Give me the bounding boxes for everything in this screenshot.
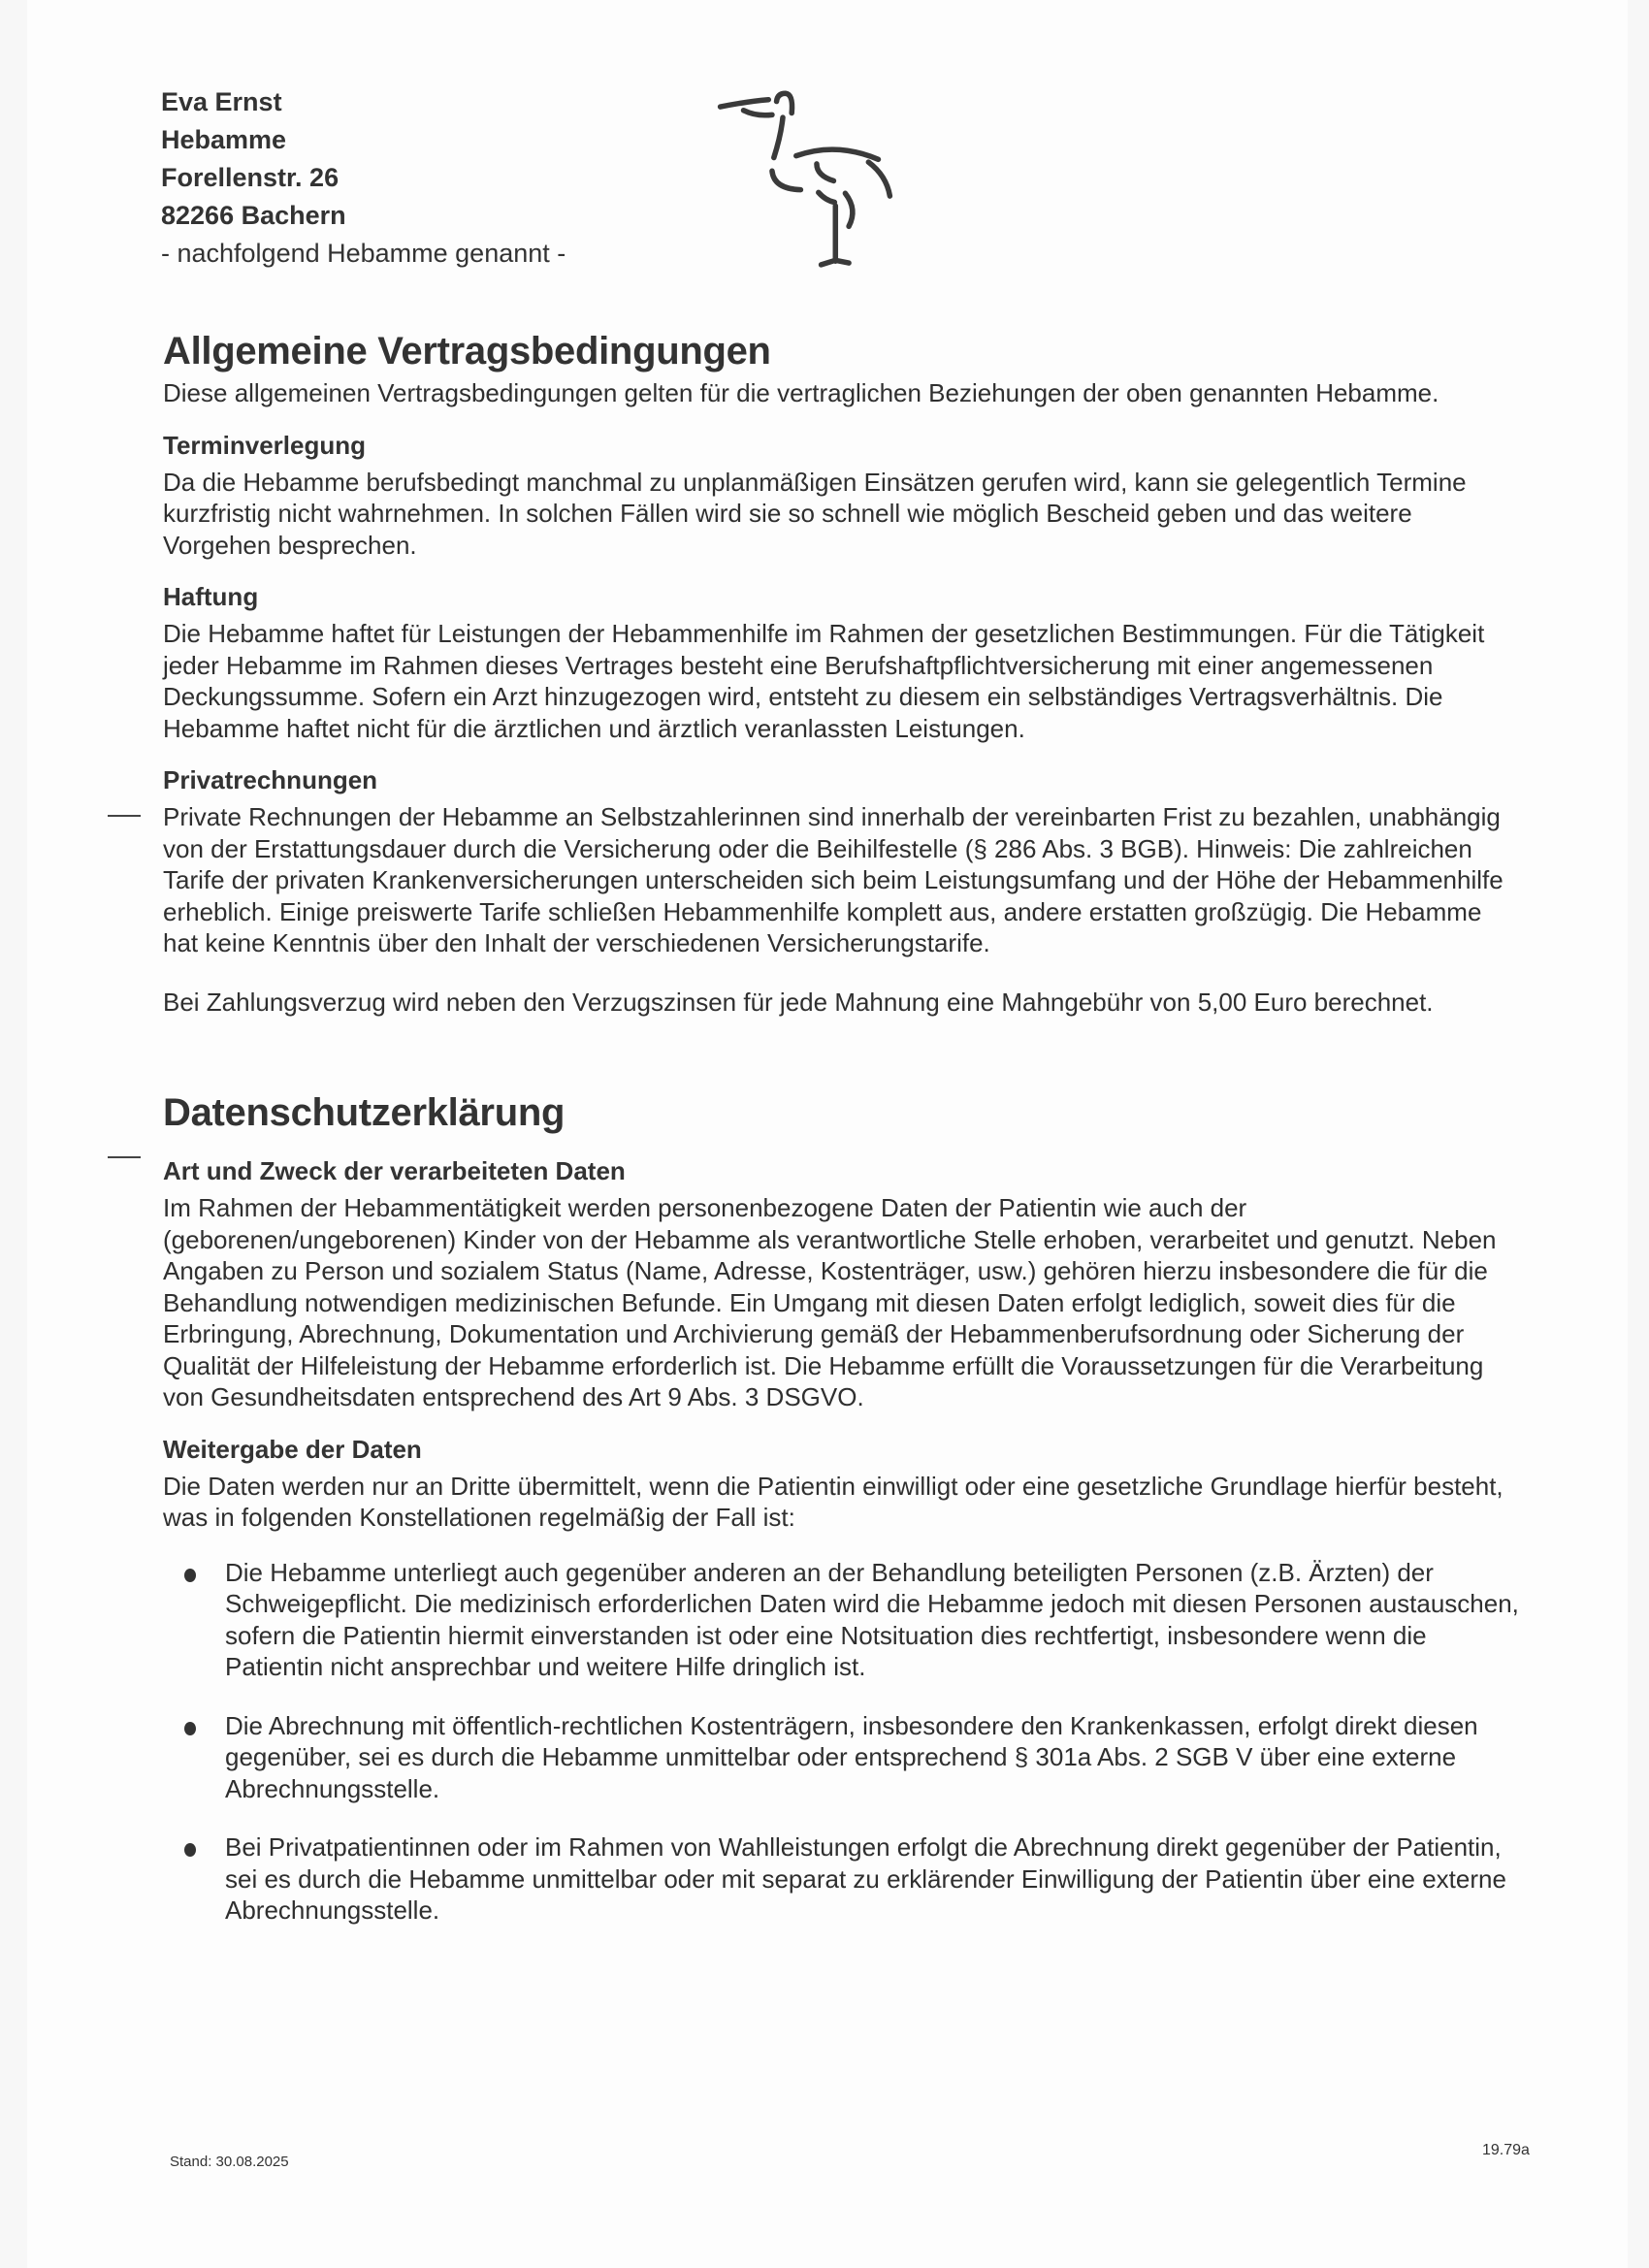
list-item — [163, 1831, 1521, 1927]
section-heading-terminverlegung: Terminverlegung — [163, 430, 367, 460]
list-item-text: Bei Privatpatientinnen oder im Rahmen von Wahlleistungen erfolgt die Abrechnung direkt gegenüber der Patientin, sei es durch die Hebamme unmittelbar oder mit separat zu erklärender Einwilligung der Patientin über eine externe Abrechnungsstelle. — [225, 1832, 1506, 1925]
sender-address-block — [161, 83, 566, 273]
margin-fold-mark — [108, 1156, 141, 1158]
section-text-privatrechnungen: Private Rechnungen der Hebamme an Selbstzahlerinnen sind innerhalb der vereinbarten Frist zu bezahlen, unabhängig von der Erstattungsdauer durch die Versicherung oder die Beihilfestelle (§ 286 Abs. 3 BGB). Hinweis: Die zahlreichen Tarife der privaten Krankenversicherungen unterscheiden sich beim Leistungsumfang und der Höhe der Hebammenhilfe erheblich. Einige preiswerte Tarife schließen Hebammenhilfe komplett aus, andere erstatten großzügig. Die Hebamme hat keine Kenntnis über den Inhalt der verschiedenen Versicherungstarife. — [163, 802, 1504, 957]
footer-date: Stand: 30.08.2025 — [170, 2154, 289, 2170]
bullet-icon — [184, 1722, 196, 1735]
sender-street: Forellenstr. 26 — [161, 163, 340, 192]
sender-profession: Hebamme — [161, 125, 287, 154]
list-item-text: Die Hebamme unterliegt auch gegenüber anderen an der Behandlung beteiligten Personen (z.B. Ärzten) der Schweigepflicht. Die medizinisch erforderlichen Daten wird die Hebamme jedoch mit diesen Personen austauschen, sofern die Patientin hiermit einverstanden ist oder eine Notsituation dies rechtfertigt, insbesondere wenn die Patientin nicht ansprechbar und weitere Hilfe dringlich ist. — [225, 1557, 1519, 1681]
sender-name: Eva Ernst — [161, 87, 282, 116]
document-body — [163, 330, 1521, 1954]
bullet-icon — [184, 1569, 196, 1582]
list-item — [163, 1557, 1521, 1683]
margin-fold-mark — [108, 815, 141, 817]
section-heading-haftung: Haftung — [163, 582, 259, 611]
section-text-weitergabe: Die Daten werden nur an Dritte übermittelt, wenn die Patientin einwilligt oder eine gesetzliche Grundlage hierfür besteht, was in folgenden Konstellationen regelmäßig der Fall ist: — [163, 1471, 1504, 1532]
privacy-title: Datenschutzerklärung — [163, 1091, 566, 1134]
list-item — [163, 1710, 1521, 1805]
section-heading-privatrechnungen: Privatrechnungen — [163, 765, 378, 794]
section-text-zahlungsverzug: Bei Zahlungsverzug wird neben den Verzugszinsen für jede Mahnung eine Mahngebühr von 5,00 Euro berechnet. — [163, 987, 1434, 1017]
stork-icon — [694, 76, 917, 284]
terms-intro: Diese allgemeinen Vertragsbedingungen gelten für die vertraglichen Beziehungen der oben genannten Hebamme. — [163, 378, 1439, 407]
weitergabe-bullet-list — [163, 1557, 1521, 1927]
section-text-haftung: Die Hebamme haftet für Leistungen der Hebammenhilfe im Rahmen der gesetzlichen Bestimmungen. Für die Tätigkeit jeder Hebamme im Rahmen dieses Vertrages besteht eine Berufshaftpflichtversicherung mit einer angemessenen Deckungssumme. Sofern ein Arzt hinzugezogen wird, entsteht zu diesem ein selbständiges Vertragsverhältnis. Die Hebamme haftet nicht für die ärztlichen und ärztlich veranlassten Leistungen. — [163, 619, 1485, 743]
sender-note: - nachfolgend Hebamme genannt - — [161, 239, 566, 268]
section-heading-weitergabe: Weitergabe der Daten — [163, 1434, 422, 1464]
section-text-art-und-zweck: Im Rahmen der Hebammentätigkeit werden personenbezogene Daten der Patientin wie auch der (geborenen/ungeborenen) Kinder von der Hebamme als verantwortliche Stelle erhoben, verarbeitet und genutzt. Neben Angaben zu Person und sozialem Status (Name, Adresse, Kostenträger, usw.) gehören hierzu insbesondere die für die Behandlung notwendigen medizinischen Befunde. Ein Umgang mit diesen Daten erfolgt lediglich, soweit dies für die Erbringung, Abrechnung, Dokumentation und Archivierung gemäß der Hebammenberufsordnung oder Sicherung der Qualität der Hilfeleistung der Hebamme erforderlich ist. Die Hebamme erfüllt die Voraussetzungen für die Verarbeitung von Gesundheitsdaten entsprechend des Art 9 Abs. 3 DSGVO. — [163, 1193, 1497, 1411]
section-text-terminverlegung: Da die Hebamme berufsbedingt manchmal zu unplanmäßigen Einsätzen gerufen wird, kann sie gelegentlich Termine kurzfristig nicht wahrnehmen. In solchen Fällen wird sie so schnell wie möglich Bescheid geben und das weitere Vorgehen besprechen. — [163, 467, 1467, 560]
footer-code: 19.79a — [1482, 2142, 1530, 2158]
section-heading-art-und-zweck: Art und Zweck der verarbeiteten Daten — [163, 1156, 626, 1185]
sender-city: 82266 Bachern — [161, 201, 346, 230]
list-item-text: Die Abrechnung mit öffentlich-rechtlichen Kostenträgern, insbesondere den Krankenkassen, erfolgt direkt diesen gegenüber, sei es durch die Hebamme unmittelbar oder entsprechend § 301a Abs. 2 SGB V über eine externe Abrechnungsstelle. — [225, 1710, 1478, 1803]
bullet-icon — [184, 1843, 196, 1857]
terms-title: Allgemeine Vertragsbedingungen — [163, 330, 771, 373]
